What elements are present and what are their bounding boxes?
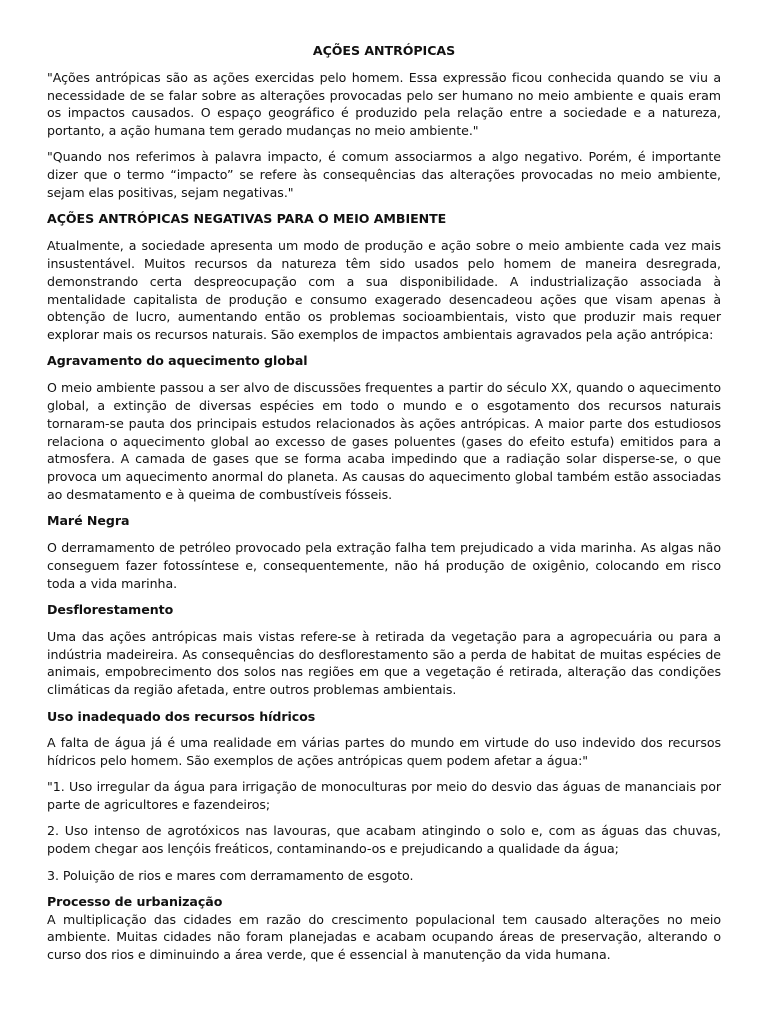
heading-water-resources: Uso inadequado dos recursos hídricos <box>47 708 316 724</box>
heading-deforestation: Desflorestamento <box>47 602 174 618</box>
list-item-2: 2. Uso intenso de agrotóxicos nas lavouras, que acabam atingindo o solo e, com as águas das chuvas, podem chegar aos lençóis freáticos, contaminando-os e prejudicando a qualidade da água; <box>47 823 721 857</box>
paragraph-urbanization: A multiplicação das cidades em razão do crescimento populacional tem causado alterações no meio ambiente. Muitas cidades não foram planejadas e acabam ocupando áreas de preservação, alterando o curso dos rios e diminuindo a área verde, que é essencial à manutenção da vida humana. <box>47 911 721 963</box>
intro-paragraph-2: "Quando nos referimos à palavra impacto, é comum associarmos a algo negativo. Porém, é importante dizer que o termo “impacto” se refere às consequências das alterações provocadas no meio ambiente, sejam elas positivas, sejam negativas." <box>47 149 721 201</box>
section-paragraph-negative-actions: Atualmente, a sociedade apresenta um modo de produção e ação sobre o meio ambiente cada vez mais insustentável. Muitos recursos da natureza têm sido usados pelo homem de maneira desregrada, demonstrando certa despreocupação com a sua disponibilidade. A industrialização associada à mentalidade capitalista de produção e consumo exagerado desencadeou ações que visam apenas à obtenção de lucro, aumentando então os problemas socioambientais, visto que produzir mais requer explorar mais os recursos naturais. São exemplos de impactos ambientais agravados pela ação antrópica: <box>47 238 721 343</box>
paragraph-global-warming: O meio ambiente passou a ser alvo de discussões frequentes a partir do século XX, quando o aquecimento global, a extinção de diversas espécies em todo o mundo e o esgotamento dos recursos naturais tornaram-se pauta dos principais estudos relacionados às ações antrópicas. A maior parte dos estudiosos relaciona o aquecimento global ao excesso de gases poluentes (gases do efeito estufa) emitidos para a atmosfera. A camada de gases que se forma acaba impedindo que a radiação solar disperse-se, o que provoca um aquecimento anormal do planeta. As causas do aquecimento global também estão associadas ao desmatamento e à queima de combustíveis fósseis. <box>47 380 721 503</box>
paragraph-oil-spill: O derramamento de petróleo provocado pela extração falha tem prejudicado a vida marinha. As algas não conseguem fazer fotossíntese e, consequentemente, não há produção de oxigênio, colocando em risco toda a vida marinha. <box>47 540 721 591</box>
heading-oil-spill: Maré Negra <box>47 513 130 529</box>
section-heading-negative-actions: AÇÕES ANTRÓPICAS NEGATIVAS PARA O MEIO AMBIENTE <box>47 211 447 227</box>
list-item-1: "1. Uso irregular da água para irrigação de monoculturas por meio do desvio das águas de mananciais por parte de agricultores e fazendeiros; <box>47 779 721 813</box>
paragraph-deforestation: Uma das ações antrópicas mais vistas refere-se à retirada da vegetação para a agropecuária ou para a indústria madeireira. As consequências do desflorestamento são a perda de habitat de muitas espécies de animais, empobrecimento dos solos nas regiões em que a vegetação é retirada, alteração das condições climáticas da região afetada, entre outros problemas ambientais. <box>47 628 721 698</box>
heading-global-warming: Agravamento do aquecimento global <box>47 353 308 369</box>
list-item-3: 3. Poluição de rios e mares com derramamento de esgoto. <box>47 867 414 883</box>
paragraph-water-resources: A falta de água já é uma realidade em várias partes do mundo em virtude do uso indevido dos recursos hídricos pelo homem. São exemplos de ações antrópicas quem podem afetar a água:" <box>47 735 721 769</box>
document-title: AÇÕES ANTRÓPICAS <box>312 43 456 58</box>
document-page <box>47 42 721 973</box>
intro-paragraph-1: "Ações antrópicas são as ações exercidas pelo homem. Essa expressão ficou conhecida quando se viu a necessidade de se falar sobre as alterações provocadas pelo ser humano no meio ambiente e quais eram os impactos causados. O espaço geográfico é produzido pela relação entre a sociedade e a natureza, portanto, a ação humana tem gerado mudanças no meio ambiente." <box>47 69 721 139</box>
heading-urbanization: Processo de urbanização <box>47 893 223 909</box>
